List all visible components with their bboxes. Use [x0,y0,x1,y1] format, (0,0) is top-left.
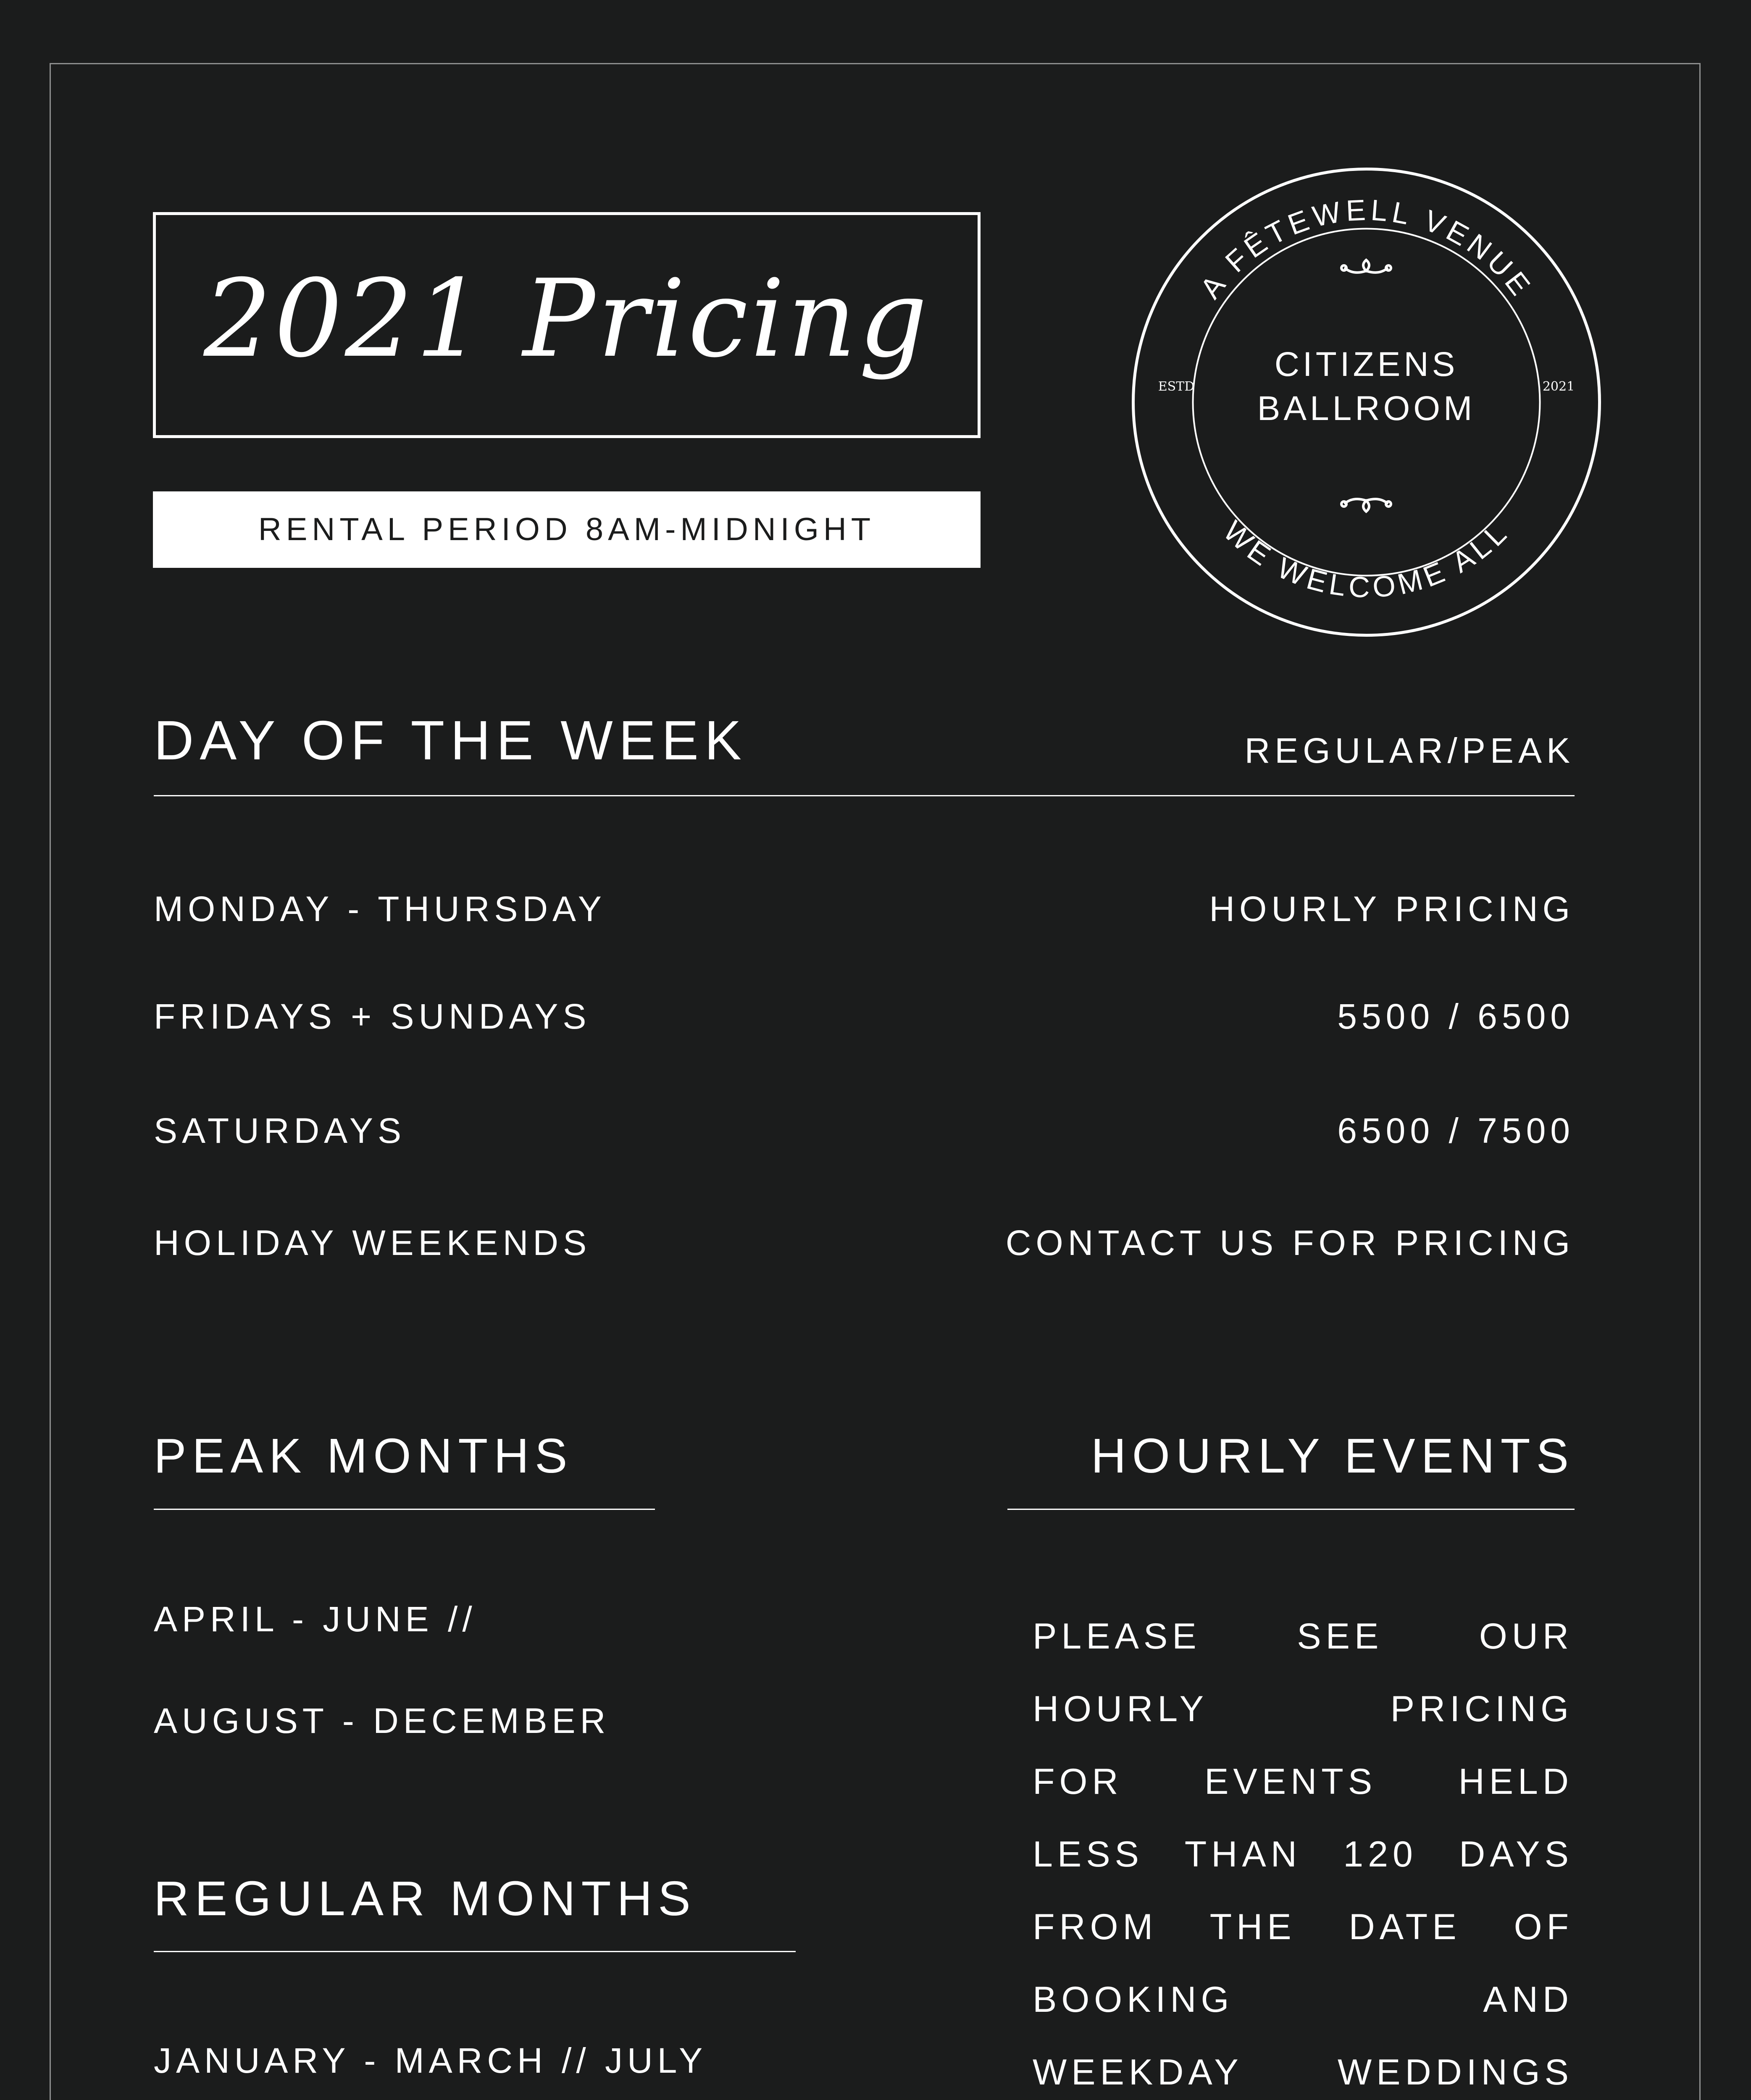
hourly-events-line: FROM THE DATE OF [1033,1907,1573,1947]
hourly-events-line: PLEASE SEE OUR [1033,1616,1573,1656]
row-day-saturdays: SATURDAYS [154,1111,406,1150]
hourly-events-line: FOR EVENTS HELD [1033,1761,1573,1802]
hourly-events-line: LESS THAN 120 DAYS [1033,1834,1573,1874]
rental-period-banner: RENTAL PERIOD 8AM-MIDNIGHT [153,491,981,568]
hourly-events-heading: HOURLY EVENTS [1091,1428,1575,1483]
peak-months-divider [154,1509,655,1510]
hourly-events-divider [1007,1509,1575,1510]
regular-months-line1: JANUARY - MARCH // JULY [154,2041,707,2080]
row-day-holiday: HOLIDAY WEEKENDS [154,1223,592,1263]
seal-estd-label: ESTD [1158,379,1195,394]
venue-seal [1124,160,1609,645]
pricing-divider [154,795,1575,796]
ornament-bottom-icon [1341,499,1391,512]
row-price-mon-thu: HOURLY PRICING [1209,889,1575,929]
hourly-events-line: WEEKDAY WEDDINGS [1033,2052,1573,2092]
row-price-saturdays: 6500 / 7500 [1337,1111,1575,1150]
regular-months-divider [154,1951,796,1952]
page-title: 2021 Pricing [203,256,930,381]
peak-months-line1: APRIL - JUNE // [154,1599,477,1639]
regular-months-heading: REGULAR MONTHS [154,1871,697,1926]
peak-months-line2: AUGUST - DECEMBER [154,1701,610,1740]
pricing-column-label: REGULAR/PEAK [1244,731,1575,770]
hourly-events-line: BOOKING AND [1033,1979,1573,2020]
seal-year: 2021 [1542,379,1575,394]
title-box [153,212,981,438]
hourly-events-text [1033,1600,1573,2100]
pricing-heading: DAY OF THE WEEK [154,709,747,771]
peak-months-heading: PEAK MONTHS [154,1428,573,1483]
seal-bottom-arc-text: WE WELCOME ALL [1217,514,1516,604]
hourly-events-line: HOURLY PRICING [1033,1689,1573,1729]
seal-name-line2: BALLROOM [1257,389,1476,428]
ornament-top-icon [1341,260,1391,273]
row-day-mon-thu: MONDAY - THURSDAY [154,889,606,929]
row-day-fri-sun: FRIDAYS + SUNDAYS [154,997,591,1036]
seal-name-line1: CITIZENS [1274,345,1459,383]
seal-top-arc-text: A FÊTEWELL VENUE [1194,193,1539,305]
row-price-holiday: CONTACT US FOR PRICING [1005,1223,1575,1263]
row-price-fri-sun: 5500 / 6500 [1337,997,1575,1036]
